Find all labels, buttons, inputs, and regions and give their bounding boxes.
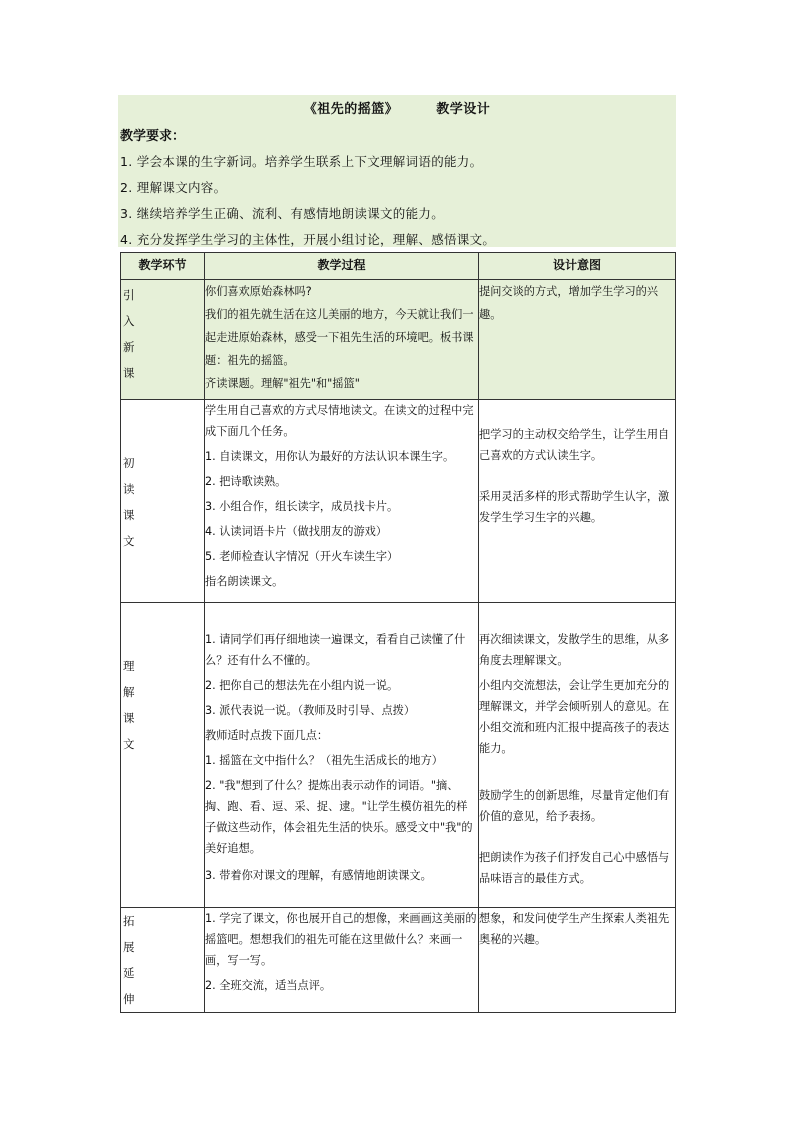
- process-line: 1. 请同学们再仔细地读一遍课文，看看自己读懂了什么？还有什么不懂的。: [205, 633, 466, 667]
- stage-char: 新: [123, 340, 135, 354]
- header-stage: 教学环节: [121, 253, 205, 280]
- process-line: 我们的祖先就生活在这儿美丽的地方，今天就让我们一起走进原始森林，感受一下祖先生活的环境吧。板书课题：祖先的摇篮。: [205, 308, 474, 367]
- intent-cell: [479, 603, 676, 908]
- process-line: 2. 全班交流，适当点评。: [205, 979, 332, 992]
- stage-char: 伸: [123, 992, 135, 1006]
- lesson-table: [120, 252, 676, 1013]
- intent-text: 把学习的主动权交给学生，让学生用自己喜欢的方式认读生字。: [479, 428, 670, 462]
- header-intent: 设计意图: [479, 253, 676, 280]
- process-line: 3. 带着你对课文的理解，有感情地朗读课文。: [205, 869, 432, 882]
- intent-text: 提问交谈的方式，增加学生学习的兴趣。: [479, 285, 659, 321]
- requirements-heading: 教学要求：: [120, 129, 186, 144]
- process-line: 4. 认读词语卡片（做找朋友的游戏）: [205, 525, 388, 538]
- intent-text: 再次细读课文，发散学生的思维，从多角度去理解课文。: [479, 633, 670, 667]
- stage-char: 课: [123, 711, 135, 725]
- stage-char: 展: [123, 940, 135, 954]
- stage-cell: [121, 280, 205, 400]
- process-line: 1. 学完了课文，你也展开自己的想像，来画画这美丽的摇篮吧。想想我们的祖先可能在这里做什么？来画一画，写一写。: [205, 912, 477, 967]
- requirement-item: 2. 理解课文内容。: [120, 180, 227, 195]
- requirement-item: 4. 充分发挥学生学习的主体性，开展小组讨论，理解、感悟课文。: [120, 232, 496, 247]
- stage-char: 延: [123, 966, 135, 980]
- process-line: 教师适时点拨下面几点：: [205, 729, 329, 742]
- process-line: 指名朗读课文。: [205, 575, 284, 588]
- stage-char: 文: [123, 737, 135, 751]
- intent-text: 把朗读作为孩子们抒发自己心中感悟与品味语言的最佳方式。: [479, 851, 670, 885]
- table-row: [121, 603, 676, 908]
- stage-char: 初: [123, 456, 135, 470]
- stage-cell: [121, 603, 205, 908]
- intent-text: 鼓励学生的创新思维，尽量肯定他们有价值的意见，给予表扬。: [479, 789, 670, 823]
- table-row: [121, 400, 676, 603]
- process-cell: [205, 280, 479, 400]
- process-line: 5. 老师检查认字情况（开火车读生字）: [205, 550, 399, 563]
- stage-char: 解: [123, 685, 135, 699]
- process-line: 3. 派代表说一说。（教师及时引导、点拨）: [205, 704, 416, 717]
- stage-cell: [121, 908, 205, 1013]
- process-line: 2. 把你自己的想法先在小组内说一说。: [205, 679, 399, 692]
- intent-cell: [479, 400, 676, 603]
- stage-cell: [121, 400, 205, 603]
- process-cell: [205, 908, 479, 1013]
- stage-char: 课: [123, 366, 135, 380]
- intent-cell: [479, 280, 676, 400]
- stage-char: 引: [123, 288, 135, 302]
- table-row: [121, 908, 676, 1013]
- process-line: 学生用自己喜欢的方式尽情地读文。在读文的过程中完成下面几个任务。: [205, 404, 474, 438]
- process-line: 1. 自读课文，用你认为最好的方法认识本课生字。: [205, 450, 455, 463]
- table-header-row: [121, 253, 676, 280]
- header-block: [118, 95, 676, 247]
- requirement-item: 3. 继续培养学生正确、流利、有感情地朗读课文的能力。: [120, 206, 445, 221]
- title-sub: 教学设计: [436, 102, 491, 117]
- process-line: 2. "我"想到了什么？提炼出表示动作的词语。"摘、掏、跑、看、逗、采、捉、逮。"让学生模仿祖先的样子做这些动作，体会祖先生活的快乐。感受文中"我"的美好追想。: [205, 779, 473, 855]
- header-process: 教学过程: [205, 253, 479, 280]
- stage-char: 拓: [123, 914, 135, 928]
- title-main: 《祖先的摇篮》: [303, 102, 399, 117]
- process-line: 你们喜欢原始森林吗?: [205, 285, 312, 298]
- process-line: 2. 把诗歌读熟。: [205, 475, 287, 488]
- process-cell: [205, 603, 479, 908]
- stage-char: 文: [123, 534, 135, 548]
- stage-char: 入: [123, 314, 135, 328]
- intent-text: 小组内交流想法，会让学生更加充分的理解课文，并学会倾听别人的意见。在小组交流和班内汇报中提高孩子的表达能力。: [479, 679, 670, 755]
- stage-char: 理: [123, 659, 135, 673]
- process-cell: [205, 400, 479, 603]
- process-line: 1. 摇篮在文中指什么？（祖先生活成长的地方）: [205, 754, 443, 767]
- stage-char: 课: [123, 508, 135, 522]
- page-title: [118, 98, 676, 117]
- requirement-item: 1. 学会本课的生字新词。培养学生联系上下文理解词语的能力。: [120, 154, 483, 169]
- stage-char: 读: [123, 482, 135, 496]
- table-row: [121, 280, 676, 400]
- intent-text: 采用灵活多样的形式帮助学生认字，激发学生学习生字的兴趣。: [479, 490, 670, 524]
- intent-cell: [479, 908, 676, 1013]
- process-line: 3. 小组合作，组长读字，成员找卡片。: [205, 500, 399, 513]
- process-line: 齐读课题。理解"祖先"和"摇篮": [205, 377, 360, 390]
- intent-text: 想象，和发问使学生产生探索人类祖先奥秘的兴趣。: [479, 912, 670, 946]
